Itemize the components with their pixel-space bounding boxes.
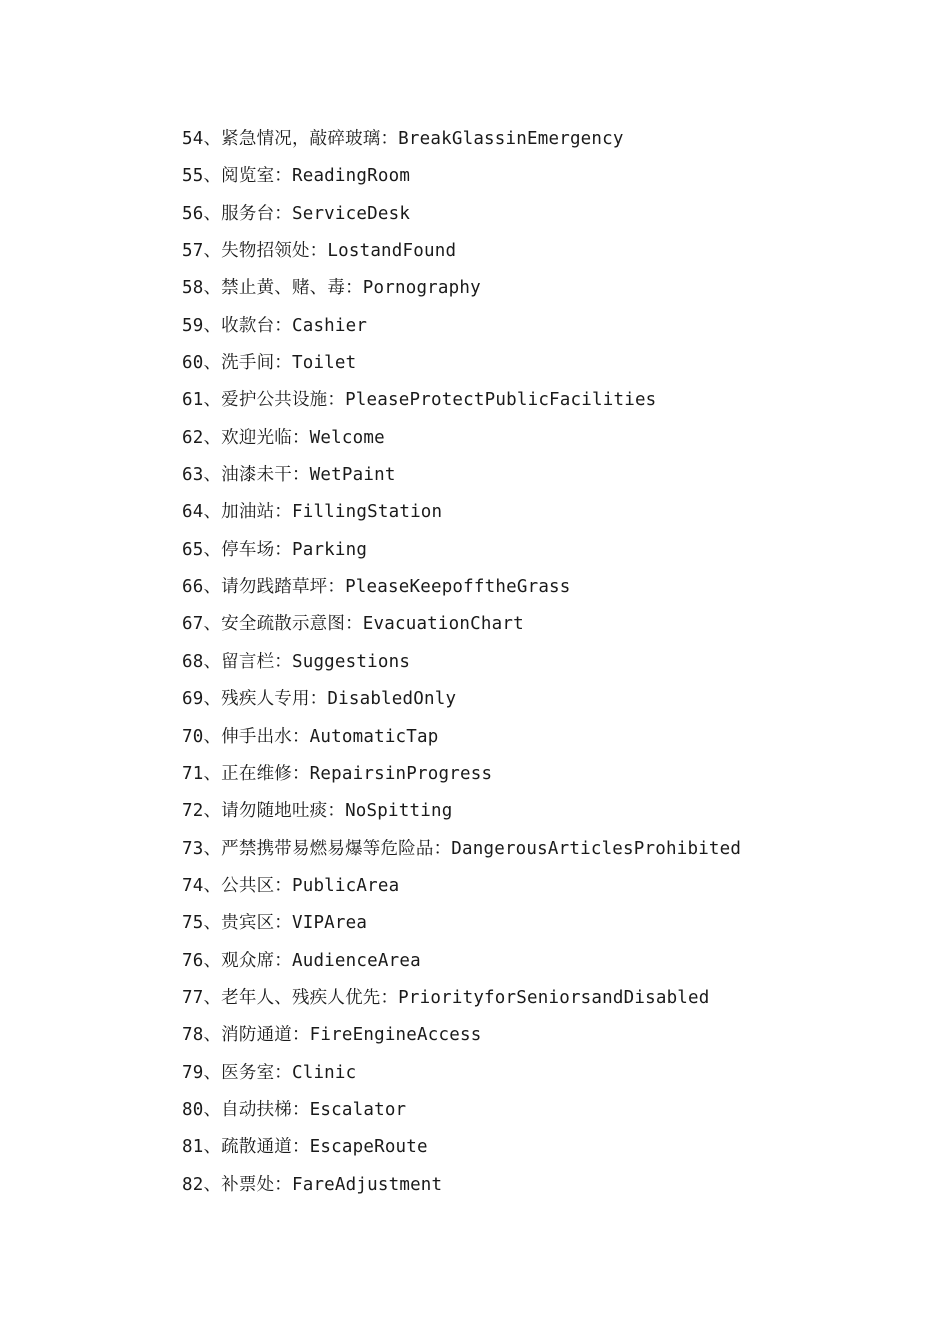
list-item: 75、贵宾区：VIPArea [182, 913, 368, 934]
list-item: 60、洗手间：Toilet [182, 353, 357, 374]
list-item: 59、收款台：Cashier [182, 315, 368, 336]
list-item: 69、残疾人专用：DisabledOnly [182, 689, 457, 710]
list-item: 81、疏散通道：EscapeRoute [182, 1137, 428, 1158]
list-item: 56、服务台：ServiceDesk [182, 203, 411, 224]
list-item: 82、补票处：FareAdjustment [182, 1174, 443, 1195]
list-item: 55、阅览室：ReadingRoom [182, 166, 411, 187]
list-item: 58、禁止黄、赌、毒：Pornography [182, 278, 481, 299]
list-item: 68、留言栏：Suggestions [182, 651, 411, 672]
list-item: 62、欢迎光临：Welcome [182, 427, 385, 448]
list-item: 57、失物招领处：LostandFound [182, 241, 457, 262]
list-item: 70、伸手出水：AutomaticTap [182, 726, 439, 747]
list-item: 72、请勿随地吐痰：NoSpitting [182, 801, 453, 822]
list-item: 80、自动扶梯：Escalator [182, 1099, 407, 1120]
list-item: 65、停车场：Parking [182, 539, 368, 560]
sign-translation-list [182, 126, 902, 1209]
list-item: 76、观众席：AudienceArea [182, 950, 421, 971]
list-item: 66、请勿践踏草坪：PleaseKeepofftheGrass [182, 577, 571, 598]
list-item: 54、紧急情况，敲碎玻璃：BreakGlassinEmergency [182, 129, 624, 149]
list-item: 71、正在维修：RepairsinProgress [182, 763, 493, 784]
list-item: 67、安全疏散示意图：EvacuationChart [182, 614, 524, 635]
list-item: 77、老年人、残疾人优先：PriorityforSeniorsandDisabled [182, 987, 710, 1008]
list-item: 79、医务室：Clinic [182, 1062, 357, 1083]
list-item: 61、爱护公共设施：PleaseProtectPublicFacilities [182, 390, 657, 411]
list-item: 74、公共区：PublicArea [182, 875, 400, 896]
list-item: 73、严禁携带易燃易爆等危险品：DangerousArticlesProhibited [182, 838, 742, 859]
list-item: 64、加油站：FillingStation [182, 502, 443, 523]
list-item: 78、消防通道：FireEngineAccess [182, 1025, 482, 1046]
list-item: 63、油漆未干：WetPaint [182, 465, 396, 486]
